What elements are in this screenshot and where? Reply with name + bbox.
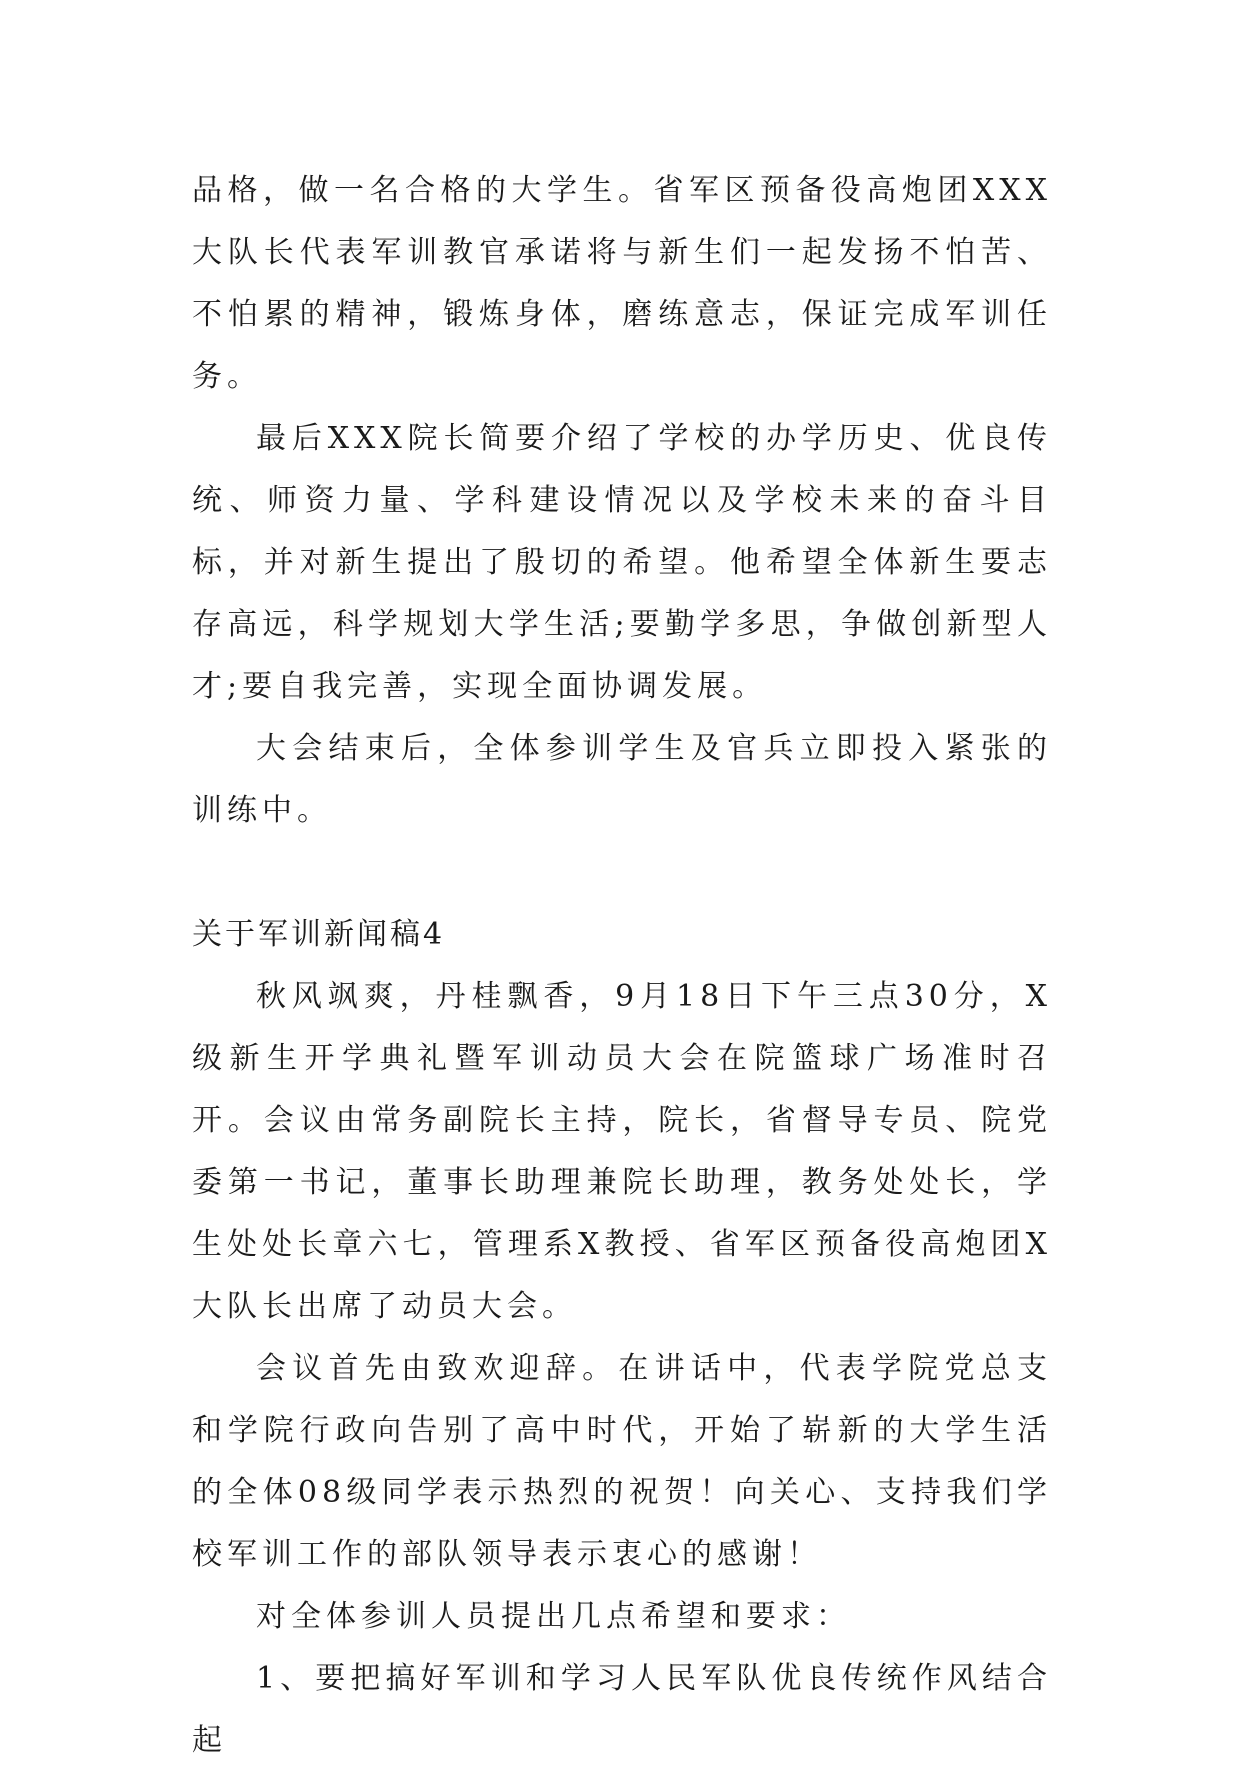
document-body: [192, 160, 1052, 1772]
paragraph-conclusion: 大会结束后，全体参训学生及官兵立即投入紧张的训练中。: [192, 731, 1052, 828]
paragraph-requirement-1: 1、要把搞好军训和学习人民军队优良传统作风结合起: [192, 1661, 1052, 1758]
paragraph-requirements-intro: 对全体参训人员提出几点希望和要求：: [256, 1599, 851, 1634]
section-heading: 关于军训新闻稿4: [192, 917, 446, 952]
paragraph-continuation: 品格，做一名合格的大学生。省军区预备役高炮团XXX大队长代表军训教官承诺将与新生们一起发扬不怕苦、不怕累的精神，锻炼身体，磨练意志，保证完成军训任务。: [192, 173, 1052, 394]
paragraph-opening: 秋风飒爽，丹桂飘香，9月18日下午三点30分，X级新生开学典礼暨军训动员大会在院篮球广场准时召开。会议由常务副院长主持，院长，省督导专员、院党委第一书记，董事长助理兼院长助理，教务处处长，学生处处长章六七，管理系X教授、省军区预备役高炮团X大队长出席了动员大会。: [192, 979, 1052, 1324]
paragraph-president-speech: 最后XXX院长简要介绍了学校的办学历史、优良传统、师资力量、学科建设情况以及学校未来的奋斗目标，并对新生提出了殷切的希望。他希望全体新生要志存高远，科学规划大学生活;要勤学多思，争做创新型人才;要自我完善，实现全面协调发展。: [192, 421, 1052, 704]
paragraph-welcome: 会议首先由致欢迎辞。在讲话中，代表学院党总支和学院行政向告别了高中时代，开始了崭新的大学生活的全体08级同学表示热烈的祝贺！向关心、支持我们学校军训工作的部队领导表示衷心的感谢！: [192, 1351, 1052, 1572]
